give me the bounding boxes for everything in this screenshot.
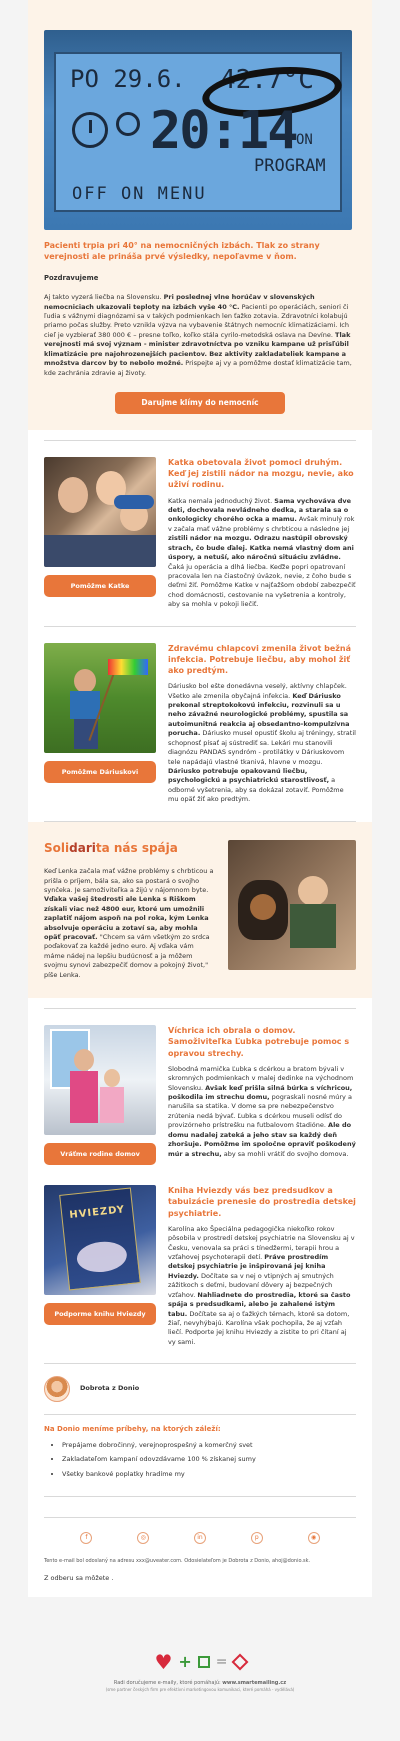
story-lubka — [28, 1009, 372, 1181]
powered-subtext: (sme partner českých firm pre efektívni marketingovou komunikaci, které pomáhá - vydělává) — [105, 1687, 295, 1693]
lenka-son-photo — [228, 840, 356, 970]
intro-paragraph: Aj takto vyzerá liečba na Slovensku. Pri poslednej vlne horúčav v slovenských nemocniciach ukazovali teploty na izbách vyše 40 °C. Pacienti po operáciách, seniori či ľudia s vážnymi diagnózami sa v takých podmienkach len ťažko zotavia. Zdravotníci kolabujú priamo počas služby. Preto vznikla výzva na vybavenie štátnych nemocníc klimatizáciami. Ich cieľ je vyzbierať 380 000 € – presne toľko, koľko stála cyrilo-metodská oslava na Devíne. Tlak verejnosti má svoj význam - minister zdravotníctva po vzniku kampane už prisľúbil klimatizácie pre najohrozenejších pacientov. Bez aktivity zakladateliek kampane a množstva darcov by to nebolo možné. Prispejte aj vy a pomôžme dostať klimatizácie tam, kde zachránia zdravie aj životy. — [44, 293, 352, 377]
list-item: • Všetky bankové poplatky hradíme my — [62, 1470, 356, 1479]
story-title: Katka obetovala život pomoci druhým. Keď jej zistili nádor na mozgu, nevie, ako uživí rodinu. — [168, 458, 354, 490]
story-text: Karolína ako Špeciálna pedagogička niekoľko rokov pôsobila v prostredí detskej psychiatrie na Slovensku aj v Česku, venovala sa práci s tínedžermi, terapii hrou a vzťahovej psychoterapii detí. Práve prostredím detskej psychiatrie je inšpirovaná jej kniha Hviezdy. Dočítate sa v nej o vtipných aj smutných zážitkoch s deťmi, budovaní dôvery aj bezpečných vzťahov. Nahliadnete do prostredia, ktoré sa často spája s predsudkami, alebo je zahalené istým tabu. Dočítate sa aj o ťažkých témach, ktoré sa dotom, žiaľ, nevyhýbajú. Karolína však pochopila, že aj vzťah liečí. Podporte jej knihu Hviezdy a zistite to pri čítaní aj vy sami. — [168, 1224, 355, 1346]
plus-icon: + — [178, 1652, 192, 1672]
intro-title: Pacienti trpia pri 40° na nemocničných izbách. Tlak zo strany verejnosti ale prináša prvé výsledky, nepoľavme v ňom. — [44, 241, 320, 262]
lcd-time: 20:14 — [150, 101, 297, 161]
lcd-on: ON — [296, 132, 313, 148]
list-item: • Prepájame dobročinný, verejnoprospešný a komerčný svet — [62, 1441, 356, 1450]
solidarity-section — [28, 822, 372, 998]
avatar — [44, 1376, 70, 1402]
social-links — [28, 1518, 372, 1558]
sun-icon — [116, 112, 140, 136]
story-title: Víchrica ich obrala o domov. Samoživiteľka Ľubka potrebuje pomoc s opravou strechy. — [168, 1026, 350, 1058]
sender-row — [28, 1364, 372, 1414]
instagram-icon[interactable]: ◎ — [137, 1532, 149, 1544]
linkedin-icon[interactable]: in — [194, 1532, 206, 1544]
story-text: Dáriusko bol ešte donedávna veselý, aktívny chlapček. Všetko ale zmenila obyčajná infekcia. Keď Dáriusko prekonal streptokokovú infekciu, rozvinuli sa u neho závažné neurologické problémy, spustila sa autoimunitná reakcia aj obsedantno-kompulzívna porucha. Dáriusko musel opustiť školu aj tréningy, stratil schopnosť písať aj sústrediť sa. Lekári mu stanovili diagnózu PANDAS syndróm - protilátky v Dáriuskovom tele napádajú vlastné tkanivá, hlavne v mozgu. Dáriusko potrebuje opakovanú liečbu, psychologickú a psychiatrickú starostlivosť, a odborné vyšetrenia, aby sa dokázal zotaviť. Pomôžme mu opäť žiť ako predtým. — [168, 682, 356, 804]
footer-note: Tento e-mail bol odoslaný na adresu xxx@uveater.com. Odosielateľom je Dobrota z Donio, ahoj@donio.sk. — [44, 1558, 311, 1565]
diamond-icon — [231, 1654, 248, 1671]
lcd-program: PROGRAM — [254, 156, 326, 176]
story-text: Katka nemala jednoduchý život. Sama vychováva dve deti, dochovala nevládneho dedka, a starala sa o onkologicky chorého ocka a mamu. Avšak minulý rok v začala mať vážne problémy s chrbticou a následne jej zistili nádor na mozgu. Odrazu nastúpil obrovský strach, čo bude ďalej. Katka nemá vlastný dom ani úspory, a netuší, ako náročnú situáciu zvládne. Čaká ju operácia a dlhá liečba. Keďže popri opatrovaní pracovala len na čiastočný úväzok, nevie, z čoho bude s deťmi žiť. Pomôžme Katke v najťažšom období zabezpečiť chod domácnosti, cestovanie na vyšetrenia a kontroly, aby sa mohla v pokoji liečiť. — [168, 496, 356, 609]
facebook-icon[interactable]: f — [80, 1532, 92, 1544]
values-title: Na Donio meníme príbehy, na ktorých záleží: — [44, 1425, 221, 1434]
lcd-temperature: 42.7°C — [220, 65, 314, 95]
email-body — [28, 0, 372, 1597]
values-list — [28, 1435, 372, 1496]
square-icon — [198, 1656, 210, 1668]
help-katka-button[interactable]: Pomôžme Katke — [44, 575, 156, 597]
hero-image — [44, 30, 352, 230]
katka-photo — [44, 457, 156, 567]
hviezdy-book-photo — [44, 1185, 156, 1295]
podcast-icon[interactable]: ◉ — [308, 1532, 320, 1544]
list-item: • Zakladateľom kampaní odovzdávame 100 % získanej sumy — [62, 1455, 356, 1464]
lubka-photo — [44, 1025, 156, 1135]
powered-by — [0, 1650, 400, 1693]
solidarity-title: Solidarita nás spája — [44, 840, 178, 855]
story-text: Slobodná mamička Ľubka s dcérkou a bratom bývali v skromných podmienkach v malej dedinke na východnom Slovensku. Avšak keď prišla silná búrka s víchricou, poškodila im strechu domu, pograskali nosné múry a narušila sa statika. V dome sa pre nebezpečenstvo zrútenia nedá bývať. Ľubka s dcérkou museli odísť do provizórneho prístrešku na futbalovom štadióne. Ale do domu nadalej zateká a jeho stav sa každý deň zhoršuje. Pomôžme im spoločne opraviť poškodený múr a strechu, aby sa mohli vrátiť do svojho domova. — [168, 1064, 356, 1158]
return-home-button[interactable]: Vráťme rodine domov — [44, 1143, 156, 1165]
pinterest-icon[interactable]: p — [251, 1532, 263, 1544]
lcd-day: PO 29.6. — [70, 65, 186, 93]
greeting: Pozdravujeme — [44, 274, 99, 283]
heart-icon: ♥ — [154, 1649, 173, 1674]
unsubscribe-text[interactable]: Z odberu sa môžete . — [44, 1573, 114, 1582]
lcd-bottom-labels: OFF ON MENU — [72, 184, 207, 204]
solidarity-text: Keď Lenka začala mať vážne problémy s chrbticou a prišla o príjem, bála sa, ako sa postará o svojho synčeka. Je samoživiteľka a žijú v nájomnom byte. Vďaka vašej štedrosti ale Lenka s Riškom získali viac než 4800 eur, ktoré um umožnili zaplatiť nájom aspoň na pol roka, kým Lenka absolvuje operáciu a zotaví sa, aby mohla opäť pracovať. "Chcem sa vám všetkým zo srdca poďakovať za každé jedno euro. Aj vďaka vám máme nádej na lepšiu budúcnosť a ja môžem svojmu synovi zabezpečiť domov a pokojný život," píše Lenka. — [44, 867, 214, 979]
equals-icon: = — [215, 1653, 228, 1670]
donate-ac-button[interactable]: Darujme klímy do nemocníc — [115, 392, 285, 414]
sender-name: Dobrota z Donio — [80, 1384, 140, 1393]
clock-icon — [72, 112, 108, 148]
smartemailing-logo[interactable] — [0, 1650, 400, 1674]
story-title: Kniha Hviezdy vás bez predsudkov a tabuizácie prenesie do prostredia detskej psychiatrie. — [168, 1186, 356, 1218]
thermostat-display — [54, 52, 342, 212]
stories-section — [28, 430, 372, 822]
stories-section-2 — [28, 998, 372, 1597]
book-title: HVIEZDY — [68, 1204, 126, 1222]
support-book-button[interactable]: Podporme knihu Hviezdy — [44, 1303, 156, 1325]
story-dariusko — [28, 627, 372, 821]
powered-text: Radi doručujeme e-maily, ktoré pomáhajú: www.smartemailing.cz — [113, 1680, 287, 1686]
story-hviezdy — [28, 1181, 372, 1363]
story-title: Zdravému chlapcovi zmenila život bežná infekcia. Potrebuje liečbu, aby mohol žiť ako predtým. — [168, 643, 352, 676]
intro-section — [28, 0, 372, 430]
help-dariusko-button[interactable]: Pomôžme Dáriuskovi — [44, 761, 156, 783]
dariusko-photo — [44, 643, 156, 753]
story-katka — [28, 441, 372, 626]
